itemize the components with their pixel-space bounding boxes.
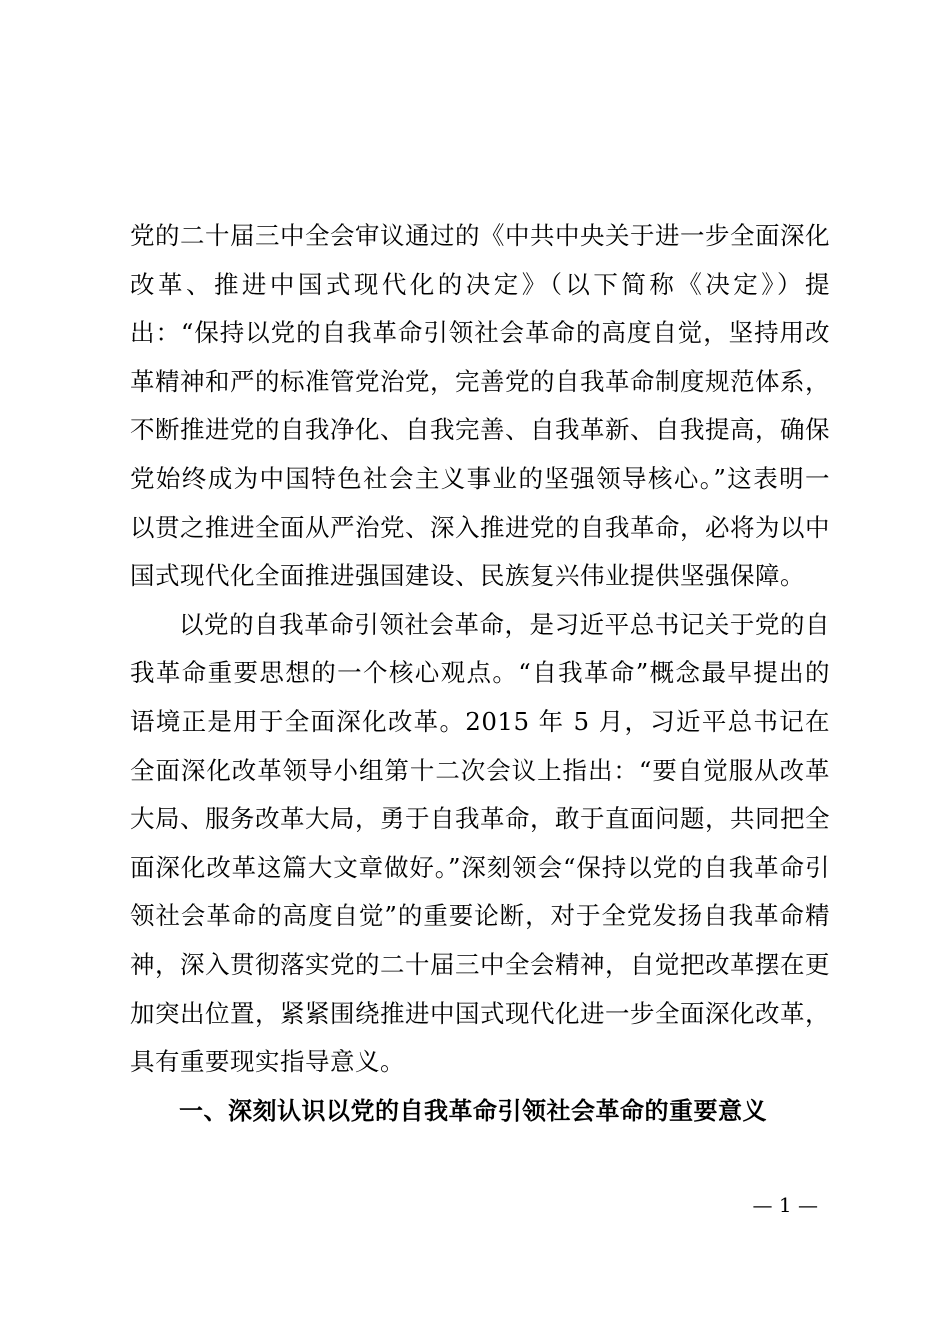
page-number: — 1 — <box>752 1193 818 1217</box>
document-body <box>130 212 830 1135</box>
paragraph-self-revolution: 以党的自我革命引领社会革命，是习近平总书记关于党的自我革命重要思想的一个核心观点。“自我革命”概念最早提出的语境正是用于全面深化改革。2015 年 5 月，习近平总书记在全面深化改革领导小组第十二次会议上指出：“要自觉服从改革大局、服务改革大局，勇于自我革命，敢于直面问题，共同把全面深化改革这篇大文章做好。”深刻领会“保持以党的自我革命引领社会革命的高度自觉”的重要论断，对于全党发扬自我革命精神，深入贯彻落实党的二十届三中全会精神，自觉把改革摆在更加突出位置，紧紧围绕推进中国式现代化进一步全面深化改革，具有重要现实指导意义。 <box>130 609 830 1077</box>
section-heading: 一、深刻认识以党的自我革命引领社会革命的重要意义 <box>179 1096 767 1125</box>
paragraph-intro: 党的二十届三中全会审议通过的《中共中央关于进一步全面深化改革、推进中国式现代化的决定》（以下简称《决定》）提出：“保持以党的自我革命引领社会革命的高度自觉，坚持用改革精神和严的标准管党治党，完善党的自我革命制度规范体系，不断推进党的自我净化、自我完善、自我革新、自我提高，确保党始终成为中国特色社会主义事业的坚强领导核心。”这表明一以贯之推进全面从严治党、深入推进党的自我革命，必将为以中国式现代化全面推进强国建设、民族复兴伟业提供坚强保障。 <box>130 221 830 591</box>
